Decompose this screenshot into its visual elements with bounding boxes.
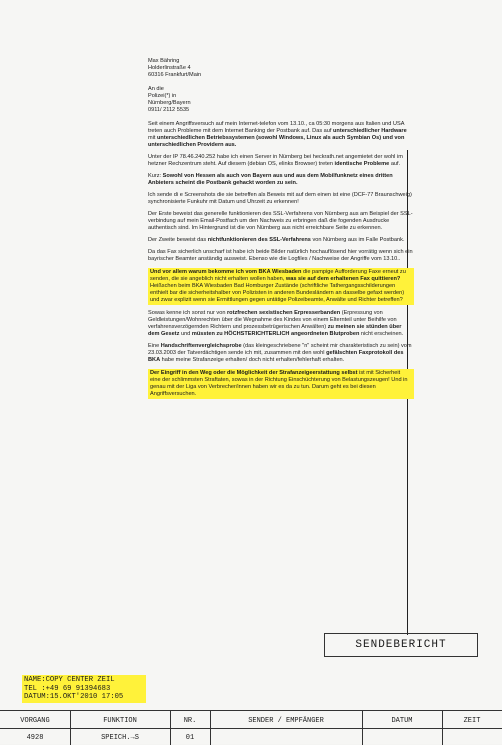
cell-funktion: SPEICH.→S xyxy=(101,734,139,742)
sendebericht-title: SENDEBERICHT xyxy=(324,633,478,657)
letter-body xyxy=(148,58,414,404)
header-zeit: ZEIT xyxy=(463,717,481,725)
paragraph-1: Seit einem Angriffsversuch auf mein Internet-telefon vom 13.10., ca 05:30 morgens aus Italien und USA treten auch Probleme mit dem Internet Banking der Postbank auf. Das auf unterschiedlicher Hardware mit unterschiedlichen Betriebssystemen (sowohl Windows, Linux als auch Symbian Os) und von unterschiedlichen Providern aus. xyxy=(148,121,407,148)
paragraph-11-highlighted: Der Eingriff in den Weg oder die Möglichkeit der Strafanzeigeerstattung selbst ist mit Sicherheit eine der schlimmsten Straftaten, sowas in der Richtung Einschüchterung von Belastungszeugen! Und in genau mit der Liga von Verbrecher/innen haben wir es da zu tun. Darum geht es bei diesen Angriffsversuchen. xyxy=(148,369,414,399)
fax-tel: TEL :+49 69 91394683 xyxy=(24,684,111,693)
sender-city: 60316 Frankfurt/Main xyxy=(148,72,202,78)
cell-sender-empfaenger xyxy=(210,732,362,744)
cell-vorgang: 4928 xyxy=(26,734,44,742)
paragraph-5: Der Erste beweist das generelle funktionieren des SSL-Verfahrens von Nürnberg aus am Beispiel der SSL-verbindung auf mein Email-Postfach um den Nachweis zu erbringen daß die fogenden Ausdrucke authentisch sind. Im Hintergrund ist die von Nürnberg aus nicht erreichbare Seite zu erkennen. xyxy=(148,211,413,231)
recipient-line3: Nürnberg/Bayern xyxy=(148,100,191,106)
paragraph-8-highlighted: Und vor allem warum bekomme ich vom BKA Wiesbaden die pampige Aufforderung Faxe erneut zu senden, die sie angeblich nicht erhalten wollen haben, was sie auf dem erhaltenen Fax quittieren? Heißschen beim BKA Wiesbaden Bad Homburger Zustände (schriftliche Tathergangsschilderungen enthielt bar die sicherheitshalber von Polizisten in anderen Bundesländern an dasselbe gefaxt werden) und zwar explizit wenn sie Ermittlungen gegen untätige Polizeibeamte, Anwälte und Richter betreffen? xyxy=(148,268,414,305)
transmission-table xyxy=(0,710,502,745)
header-funktion: FUNKTION xyxy=(103,717,137,725)
fax-datum: DATUM:15.OKT'2010 17:05 xyxy=(24,693,124,701)
recipient-line1: An die xyxy=(148,86,164,92)
paragraph-10: Eine Handschriftenvergleichsprobe (das kleingeschriebene "n" scheint mir charakteristisch zu sein) vom 23.03.2003 der Tatverdächtigen sende ich mit, zusammen mit den wohl gefälschten Faxprotokoll des BKA habe meine Strafanzeige erhalten/ doch nicht erhalten/fehlerhaft erhalten. xyxy=(148,343,412,363)
header-vorgang: VORGANG xyxy=(20,717,50,725)
recipient-line4: 0911/ 2112 5535 xyxy=(148,107,190,113)
cell-datum xyxy=(362,732,442,744)
paragraph-6: Der Zweite beweist das nichtfunktionieren des SSL-Verfahrens von Nürnberg aus im Falle Postbank. xyxy=(148,237,405,243)
paragraph-2: Unter der IP 78.46.240.252 habe ich einen Server in Nürnberg bei heckrath.net angemietet der wohl im hetzner Rechzentrum steht. Auf diesem (debian OS, elinks Browser) treten identische Probleme auf. xyxy=(148,154,403,167)
cell-zeit xyxy=(442,732,502,744)
paragraph-7: Da das Fax sicherlich unscharf ist habe ich beide Bilder natürlich hochauflösend hier vorrätig wenn sich ein bayrischer Beamter anständig ausweist. Ebenso wie die Logfiles / Nachweise der Angriffe vom 13.10.. xyxy=(148,249,413,262)
paragraph-3: Kurz: Sowohl von Hessen als auch von Bayern aus und aus dem Mobilfunknetz eines dritten Anbieters scheint die Postbank gehackt worden zu sein. xyxy=(148,173,393,186)
header-datum: DATUM xyxy=(391,717,413,725)
table-divider xyxy=(0,728,502,729)
recipient-line2: Polizei(*) in xyxy=(148,93,177,99)
header-sender-empfaenger: SENDER / EMPFÄNGER xyxy=(248,717,324,725)
header-nr: NR. xyxy=(183,717,197,725)
fax-header-info xyxy=(22,675,146,703)
table-header-row xyxy=(0,713,502,727)
cell-nr: 01 xyxy=(185,734,195,742)
sender-street: Holderlinstraße 4 xyxy=(148,65,191,71)
sender-name: Max Bähring xyxy=(148,58,180,64)
paragraph-4: Ich sende di e Screenshots die sie betreffen als Beweis mit auf dem einen ist eine (DCF-77 Braunschweig) synchronisierte Funkuhr mit Datum und Uhrzeit zu erkennen! xyxy=(148,192,412,205)
paragraph-9: Sowas kenne ich sonst nur von rotzfrechen sexistischen Erpresserbanden (Erpressung von Geldleistungen/Wohnrechten über die Wegnahme des Kindes von einem Elternteil unter Beihilfe von verfahrensverzögernden Richtern und prozessbetrügerischen Anwälten) zu meinen sie stünden über dem Gesetz und müssten zu HÖCHSTERICHTERLICH angeordneten Blutproben nicht erscheinen. xyxy=(148,310,404,337)
fax-name: NAME:COPY CENTER ZEIL xyxy=(24,676,115,684)
table-row xyxy=(0,730,502,744)
